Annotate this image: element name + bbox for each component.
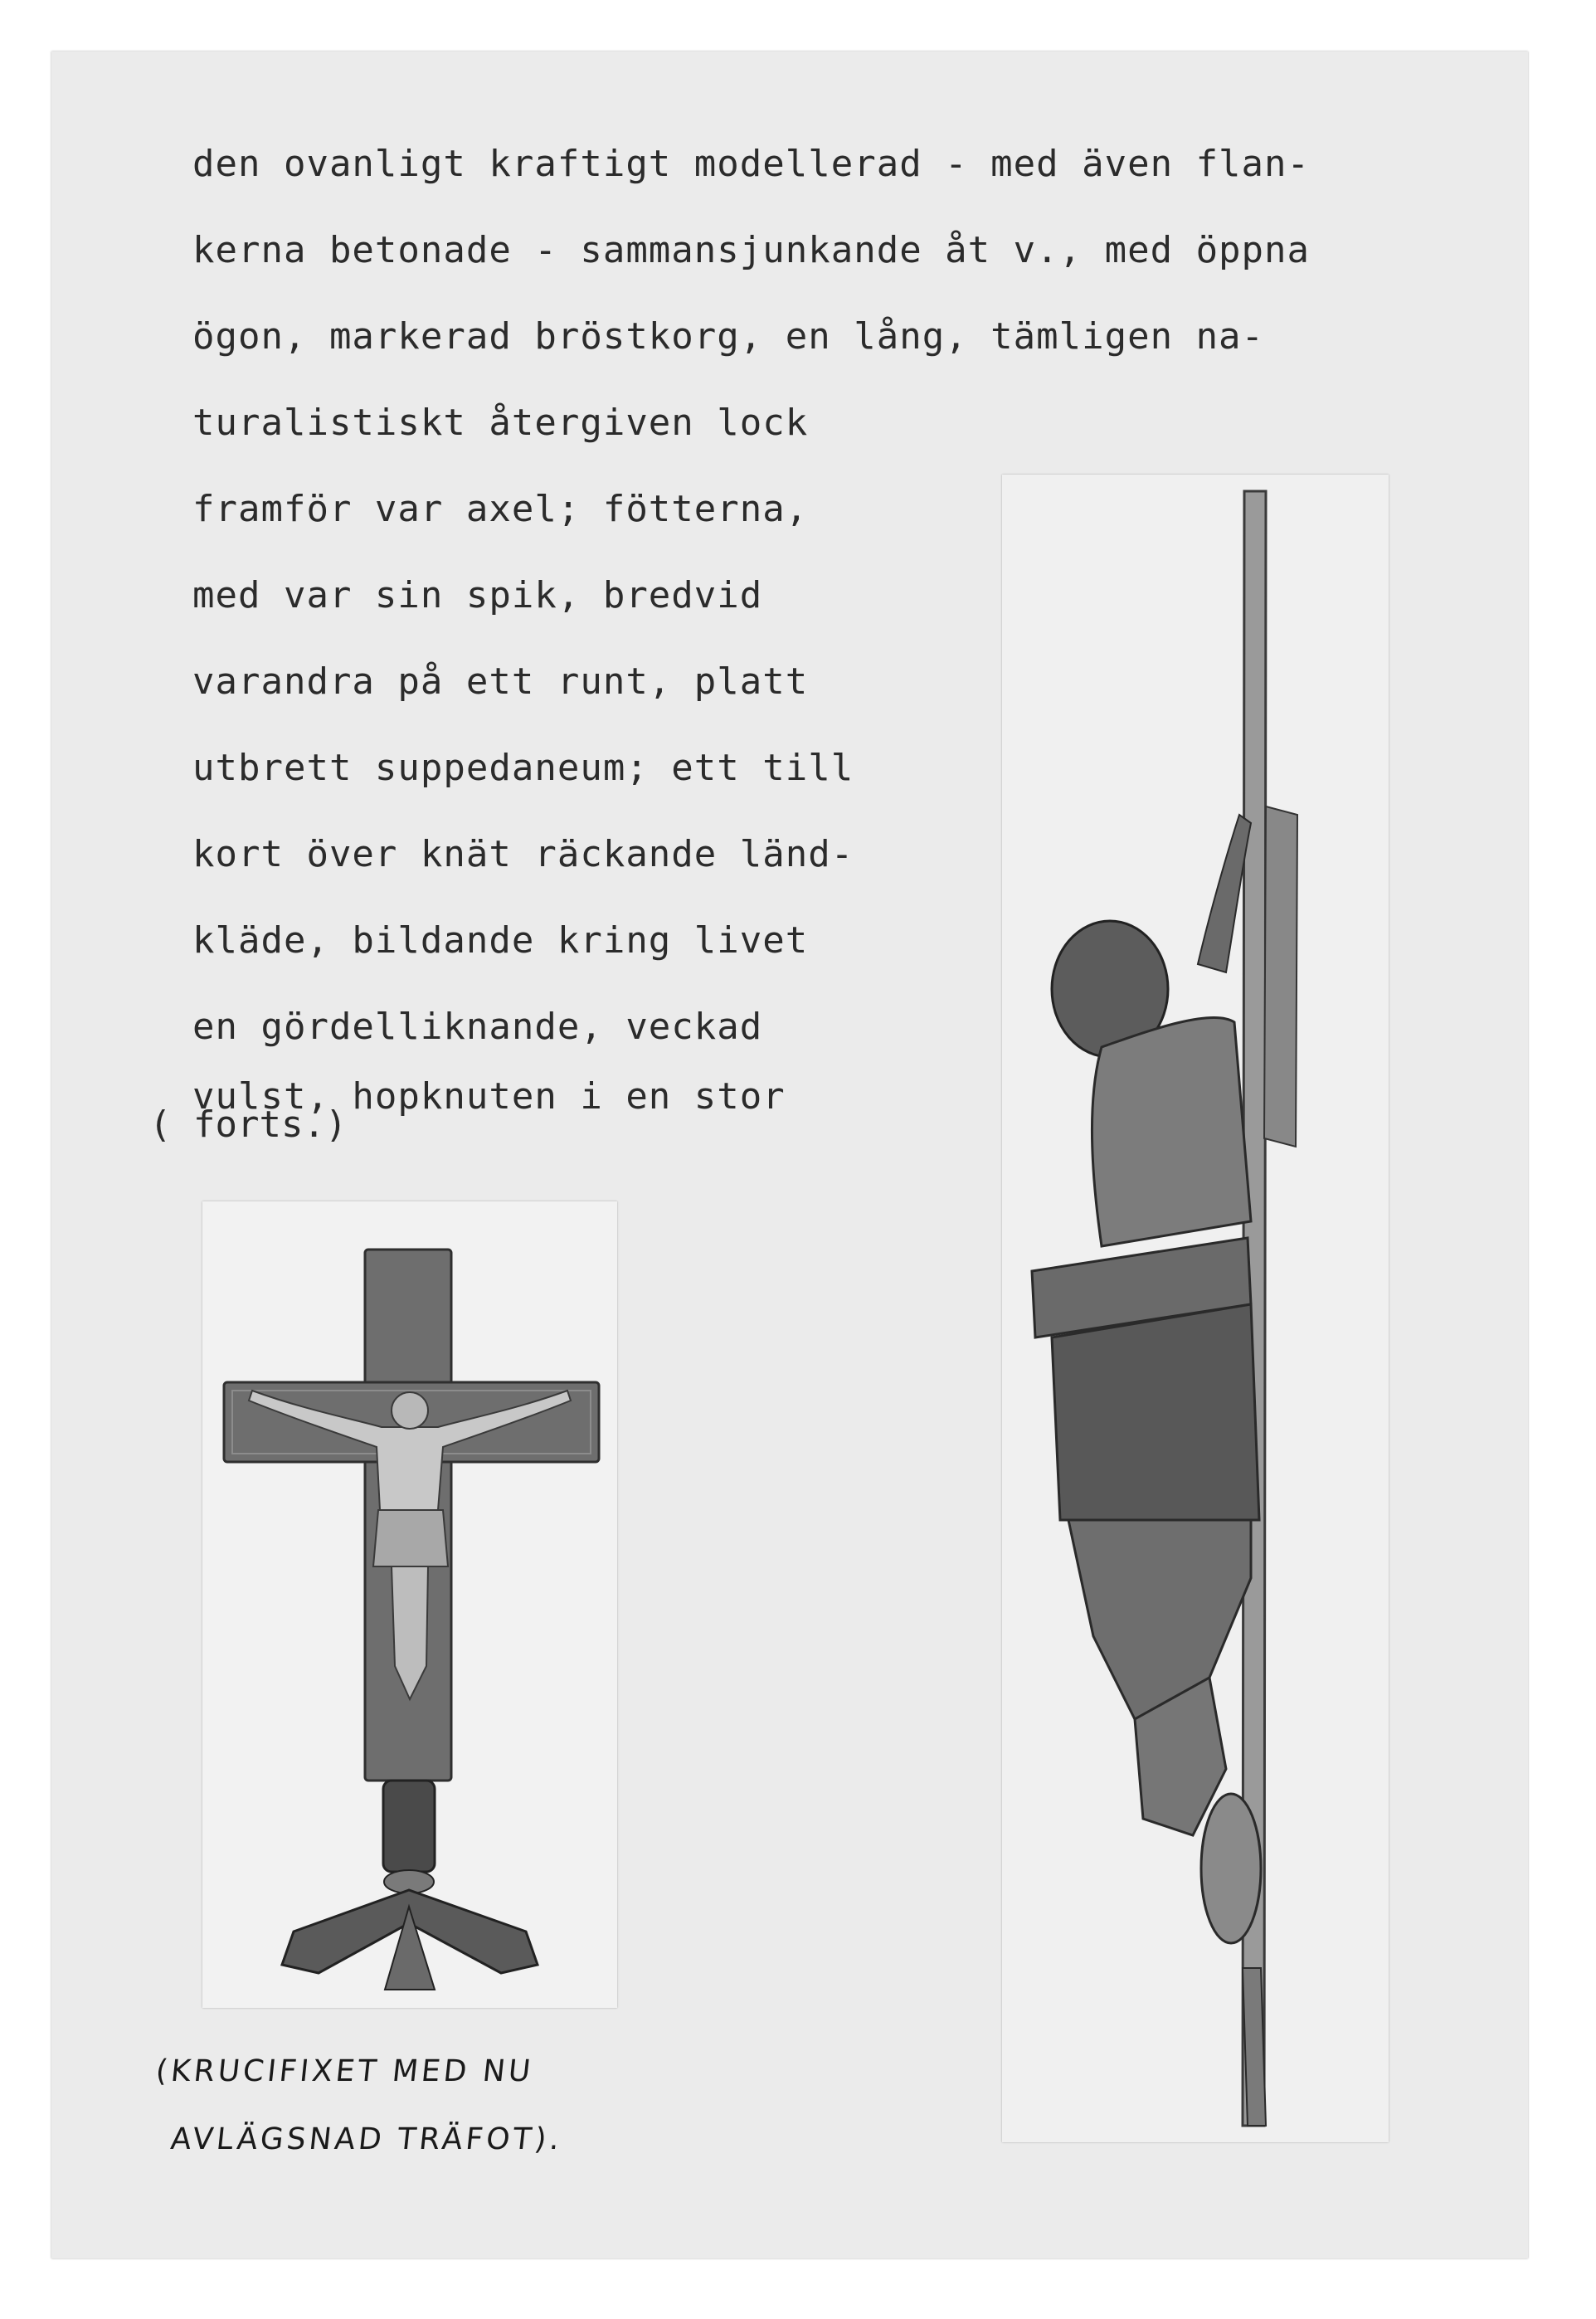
crucifix-side-illustration <box>1002 475 1389 2142</box>
typed-line: med var sin spik, bredvid <box>192 574 763 616</box>
continuation-note: ( forts.) <box>149 1103 348 1146</box>
crucifix-full-illustration <box>202 1201 617 2008</box>
photo-crucifix-side <box>1002 475 1389 2142</box>
typed-line: framför var axel; fötterna, <box>192 488 809 530</box>
handwritten-caption-line2: AVLÄGSNAD TRÄFOT). <box>168 2122 565 2156</box>
typed-line: kläde, bildande kring livet <box>192 919 809 962</box>
photo-crucifix-full <box>202 1201 617 2008</box>
typed-line: den ovanligt kraftigt modellerad - med även flan- <box>192 143 1311 185</box>
typed-line: turalistiskt återgiven lock <box>192 402 809 444</box>
typed-line: utbrett suppedaneum; ett till <box>192 747 854 789</box>
typed-line: varandra på ett runt, platt <box>192 660 809 703</box>
typed-line: kort över knät räckande länd- <box>192 833 854 875</box>
handwritten-caption-line1: (KRUCIFIXET MED NU <box>153 2054 536 2088</box>
typed-line: en gördelliknande, veckad <box>192 1006 763 1048</box>
typed-line: vulst, hopknuten i en stor <box>192 1075 786 1118</box>
typed-line: kerna betonade - sammansjunkande åt v., med öppna <box>192 229 1311 271</box>
typed-line: ögon, markerad bröstkorg, en lång, tämligen na- <box>192 315 1265 358</box>
